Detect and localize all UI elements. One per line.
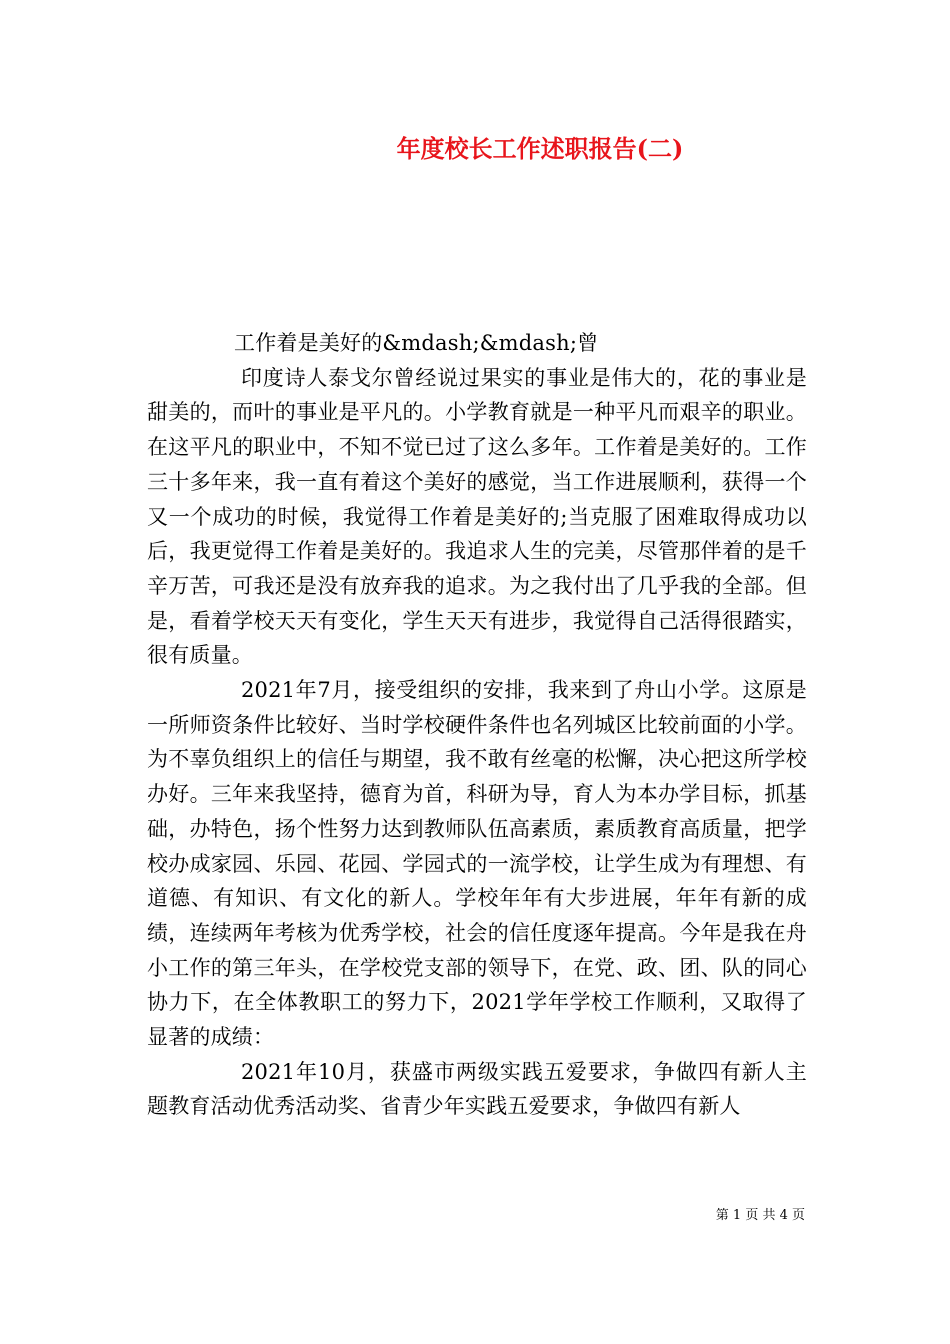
document-body: [147, 326, 807, 1124]
body-paragraph: 印度诗人泰戈尔曾经说过果实的事业是伟大的，花的事业是甜美的，而叶的事业是平凡的。小学教育就是一种平凡而艰辛的职业。在这平凡的职业中，不知不觉已过了这么多年。工作着是美好的。工作三十多年来，我一直有着这个美好的感觉，当工作进展顺利，获得一个又一个成功的时候，我觉得工作着是美好的;当克服了困难取得成功以后，我更觉得工作着是美好的。我追求人生的完美，尽管那伴着的是千辛万苦，可我还是没有放弃我的追求。为之我付出了几乎我的全部。但是，看着学校天天有变化，学生天天有进步，我觉得自己活得很踏实，很有质量。: [147, 365, 807, 668]
body-paragraph: 2021年7月，接受组织的安排，我来到了舟山小学。这原是一所师资条件比较好、当时学校硬件条件也名列城区比较前面的小学。为不辜负组织上的信任与期望，我不敢有丝毫的松懈，决心把这所学校办好。三年来我坚持，德育为首，科研为导，育人为本办学目标，抓基础，办特色，扬个性努力达到教师队伍高素质，素质教育高质量，把学校办成家园、乐园、花园、学园式的一流学校，让学生成为有理想、有道德、有知识、有文化的新人。学校年年有大步进展，年年有新的成绩，连续两年考核为优秀学校，社会的信任度逐年提高。今年是我在舟小工作的第三年头，在学校党支部的领导下，在党、政、团、队的同心协力下，在全体教职工的努力下，2021学年学校工作顺利，又取得了显著的成绩：: [147, 678, 807, 1050]
body-first-line: 工作着是美好的&mdash;&mdash;曾: [234, 331, 599, 355]
body-paragraph: 2021年10月，获盛市两级实践五爱要求，争做四有新人主题教育活动优秀活动奖、省青少年实践五爱要求，争做四有新人: [147, 1059, 807, 1119]
document-title: 年度校长工作述职报告(二): [396, 134, 684, 163]
page-number: 第 1 页 共 4 页: [715, 1208, 805, 1223]
